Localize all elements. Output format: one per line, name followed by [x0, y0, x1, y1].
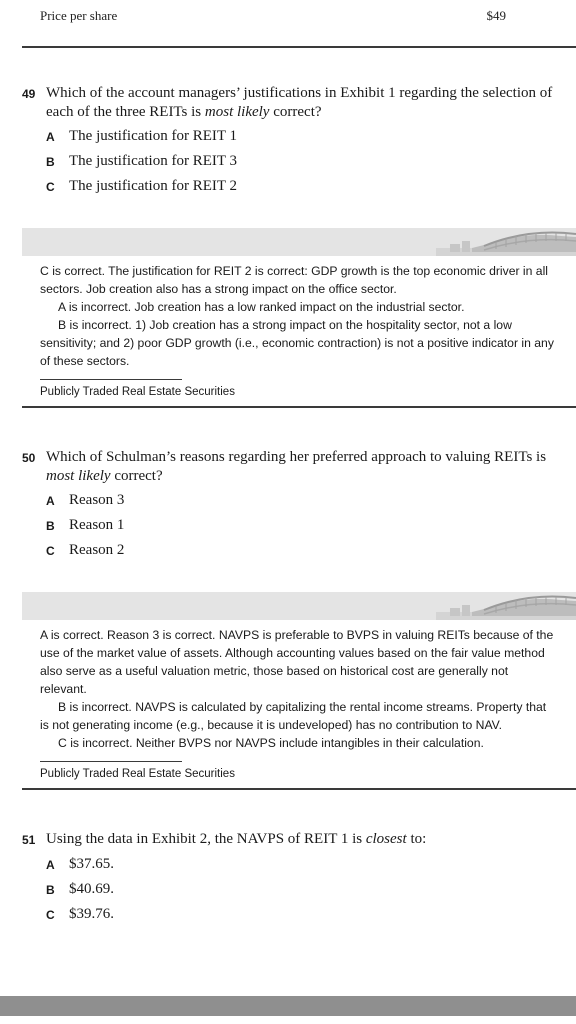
question-51 — [22, 830, 560, 930]
question-number: 50 — [22, 451, 36, 465]
footer-divider — [40, 761, 182, 762]
option-b[interactable]: B $40.69. — [46, 881, 114, 897]
explanation-correct: C is correct. The justification for REIT 2 is correct: GDP growth is the top economic driver in all sectors. Job creation also has a strong impact on the office sector. — [40, 264, 549, 296]
answer-explanation — [22, 620, 576, 752]
explanation-incorrect-c: C is incorrect. Neither BVPS nor NAVPS include intangibles in their calculation. — [58, 736, 484, 750]
question-number: 49 — [22, 87, 36, 101]
question-50 — [22, 448, 560, 566]
explanation-incorrect-a: A is incorrect. Job creation has a low ranked impact on the industrial sector. — [58, 300, 465, 314]
answer-options — [46, 127, 560, 197]
answer-panel-50 — [22, 592, 576, 790]
option-c[interactable]: C $39.76. — [46, 906, 114, 922]
question-49 — [22, 84, 560, 202]
bridge-icon — [436, 228, 576, 256]
option-c[interactable]: C The justification for REIT 2 — [46, 178, 238, 194]
explanation-correct: A is correct. Reason 3 is correct. NAVPS is preferable to BVPS in valuing REITs because of the use of the market value of assets. Although accounting values based on the fair value method also serve as a useful valuation metric, those based on historical cost are generally not relevant. — [40, 628, 554, 696]
option-a[interactable]: A $37.65. — [46, 856, 114, 872]
answer-explanation — [22, 256, 576, 370]
option-a[interactable]: A The justification for REIT 1 — [46, 128, 238, 144]
section-divider — [22, 788, 576, 790]
option-a[interactable]: A Reason 3 — [46, 492, 125, 508]
price-per-share-label: Price per share — [40, 8, 118, 23]
answer-panel-header — [22, 592, 576, 620]
page-bottom-bar — [0, 996, 576, 1016]
question-text: Which of the account managers’ justifications in Exhibit 1 regarding the selection of each of the three REITs is most likely correct? — [46, 85, 553, 120]
answer-panel-49 — [22, 228, 576, 408]
reading-reference: Publicly Traded Real Estate Securities — [40, 386, 235, 398]
answer-panel-header — [22, 228, 576, 256]
option-b[interactable]: B The justification for REIT 3 — [46, 153, 238, 169]
question-text: Using the data in Exhibit 2, the NAVPS of REIT 1 is closest to: — [46, 831, 427, 847]
bridge-icon — [436, 592, 576, 620]
explanation-incorrect-b: B is incorrect. 1) Job creation has a strong impact on the hospitality sector, not a low sensitivity; and 2) poor GDP growth (i.e., economic contraction) is not a positive indicator in any of these sectors. — [40, 318, 554, 368]
price-per-share-value: $49 — [486, 8, 506, 23]
reading-reference: Publicly Traded Real Estate Securities — [40, 768, 235, 780]
footer-divider — [40, 379, 182, 380]
option-c[interactable]: C Reason 2 — [46, 542, 125, 558]
question-number: 51 — [22, 833, 36, 847]
section-divider — [22, 46, 576, 48]
question-text: Which of Schulman’s reasons regarding her preferred approach to valuing REITs is most likely correct? — [46, 449, 547, 484]
option-b[interactable]: B Reason 1 — [46, 517, 125, 533]
answer-options — [46, 855, 560, 925]
price-per-share-row — [40, 8, 506, 24]
section-divider — [22, 406, 576, 408]
answer-options — [46, 491, 560, 561]
explanation-incorrect-b: B is incorrect. NAVPS is calculated by capitalizing the rental income streams. Property that is not generating income (e.g., because it is undeveloped) has no contribution to NAV. — [40, 700, 547, 732]
